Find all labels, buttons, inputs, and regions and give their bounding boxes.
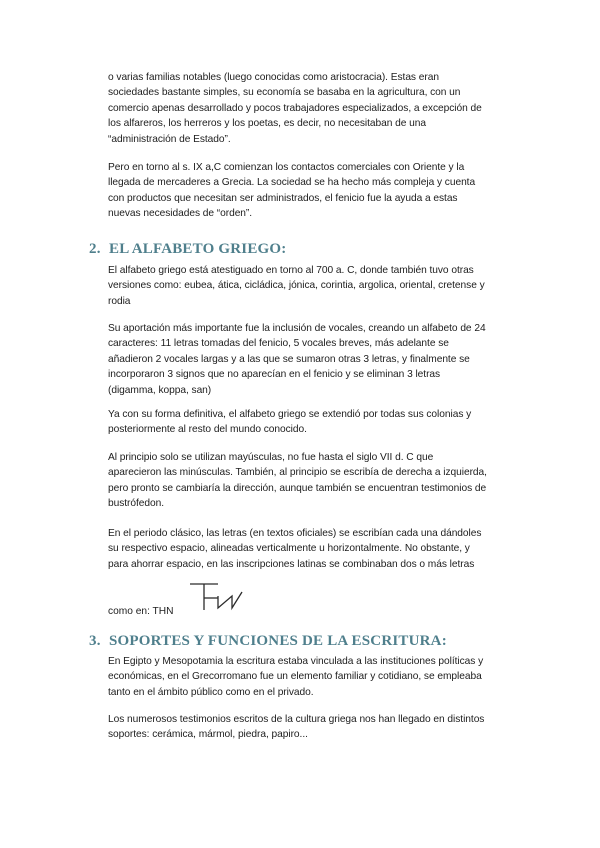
heading-title: EL ALFABETO GRIEGO: xyxy=(109,241,287,257)
heading-writing-supports xyxy=(89,633,447,650)
paragraph-spread xyxy=(108,407,528,438)
paragraph-text: Ya con su forma definitiva, el alfabeto griego se extendió por todas sus colonias y posteriormente al resto del mundo conocido. xyxy=(108,409,472,436)
heading-number: 3. xyxy=(89,633,101,649)
paragraph-testimonies xyxy=(108,712,528,743)
heading-title: SOPORTES Y FUNCIONES DE LA ESCRITURA: xyxy=(109,633,447,649)
thn-ligature-drawing xyxy=(188,580,248,616)
heading-number: 2. xyxy=(89,241,101,257)
paragraph-text: En Egipto y Mesopotamia la escritura estaba vinculada a las instituciones políticas y económicas, en el Grecorromano fue un elemento familiar y cotidiano, se empleaba tanto en el ámbito público como en el privado. xyxy=(108,656,484,698)
paragraph-text: El alfabeto griego está atestiguado en torno al 700 a. C, donde también tuvo otras versiones como: eubea, ática, cicládica, jónica, corintia, argolica, oriental, cretense y rodia xyxy=(108,265,485,307)
paragraph-classical xyxy=(108,526,528,572)
thn-example xyxy=(108,580,308,620)
paragraph-attested xyxy=(108,263,528,309)
paragraph-text: Los numerosos testimonios escritos de la cultura griega nos han llegado en distintos soportes: cerámica, mármol, piedra, papiro... xyxy=(108,714,485,741)
heading-greek-alphabet xyxy=(89,241,286,258)
paragraph-commerce xyxy=(108,160,528,222)
paragraph-text: o varias familias notables (luego conocidas como aristocracia). Estas eran sociedades bastante simples, su economía se basaba en la agricultura, con un comercio apenas desarrollado y pocos trabajadores especializados, a excepción de los alfareros, los herreros y los poetas, es decir, no necesitaban de una “administración de Estado”. xyxy=(108,72,482,145)
thn-label: como en: THN xyxy=(108,606,174,617)
paragraph-vowels xyxy=(108,321,528,398)
paragraph-uppercase xyxy=(108,450,528,512)
paragraph-text: Al principio solo se utilizan mayúsculas, no fue hasta el siglo VII d. C que aparecieron las minúsculas. También, al principio se escribía de derecha a izquierda, pero pronto se cambiaría la dirección, aunque también se encuentran testimonios de bustrófedon. xyxy=(108,452,487,510)
paragraph-text: Pero en torno al s. IX a,C comienzan los contactos comerciales con Oriente y la llegada de mercaderes a Grecia. La sociedad se ha hecho más compleja y cuenta con productos que necesitan ser administrados, el fenicio fue la ayuda a estas nuevas necesidades de “orden”. xyxy=(108,162,476,220)
paragraph-aristocracy xyxy=(108,70,528,147)
paragraph-egypt xyxy=(108,654,528,700)
paragraph-text: En el periodo clásico, las letras (en textos oficiales) se escribían cada una dándoles su respectivo espacio, alineadas verticalmente u horizontalmente. No obstante, y para ahorrar espacio, en las inscripciones latinas se combinaban dos o más letras xyxy=(108,528,482,570)
paragraph-text: Su aportación más importante fue la inclusión de vocales, creando un alfabeto de 24 caracteres: 11 letras tomadas del fenicio, 5 vocales breves, más adelante se añadieron 2 vocales largas y a las que se sumaron otras 3 letras, y finalmente se incorporaron 3 signos que no aparecían en el fenicio y se eliminan 3 letras (digamma, koppa, san) xyxy=(108,323,486,396)
